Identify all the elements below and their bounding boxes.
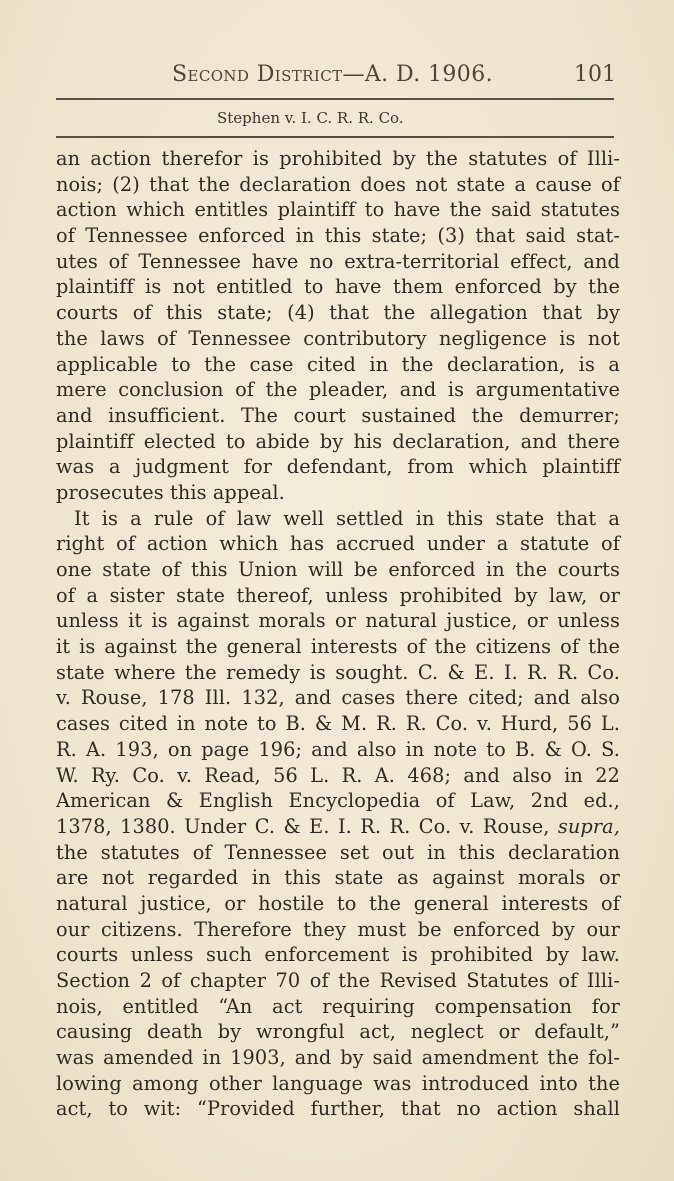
text-line: it is against the general interests of the citizens of the bbox=[56, 635, 620, 659]
case-title: Stephen v. I. C. R. R. Co. bbox=[217, 109, 404, 127]
text-line: state where the remedy is sought. C. & E. I. R. R. Co. bbox=[56, 660, 620, 684]
text-line-with-italic bbox=[56, 814, 620, 840]
text-line: the laws of Tennessee contributory negligence is not bbox=[56, 326, 620, 350]
text-line: It is a rule of law well settled in this state that a bbox=[74, 506, 620, 530]
text-line: plaintiff elected to abide by his declaration, and there bbox=[56, 429, 620, 453]
text-line: of Tennessee enforced in this state; (3) that said stat- bbox=[56, 224, 620, 248]
text-line: R. A. 193, on page 196; and also in note to B. & O. S. bbox=[56, 737, 620, 761]
text-line: courts unless such enforcement is prohibited by law. bbox=[56, 943, 620, 967]
text-line: was a judgment for defendant, from which plaintiff bbox=[56, 455, 620, 479]
text-line: action which entitles plaintiff to have the said statutes bbox=[56, 198, 620, 222]
text-line: prosecutes this appeal. bbox=[56, 480, 285, 504]
text-line: are not regarded in this state as against morals or bbox=[56, 866, 620, 890]
text-line: plaintiff is not entitled to have them enforced by the bbox=[56, 275, 620, 299]
text-line: W. Ry. Co. v. Read, 56 L. R. A. 468; and also in 22 bbox=[56, 763, 620, 787]
header-rule-bottom bbox=[56, 136, 614, 138]
text-line: v. Rouse, 178 Ill. 132, and cases there cited; and also bbox=[56, 686, 620, 710]
text-line: Section 2 of chapter 70 of the Revised Statutes of Illi- bbox=[56, 969, 620, 992]
text-line: and insufficient. The court sustained the demurrer; bbox=[56, 403, 620, 427]
text-line: nois, entitled “An act requiring compensation for bbox=[56, 994, 620, 1018]
text-line: right of action which has accrued under a statute of bbox=[56, 532, 620, 556]
text-line: natural justice, or hostile to the general interests of bbox=[56, 891, 620, 915]
text-line: one state of this Union will be enforced in the courts bbox=[56, 558, 620, 581]
text-line: unless it is against morals or natural justice, or unless bbox=[56, 609, 620, 633]
text-line: courts of this state; (4) that the allegation that by bbox=[56, 301, 620, 325]
text-line: utes of Tennessee have no extra-territorial effect, and bbox=[56, 249, 620, 273]
running-title: Second District—A. D. 1906. bbox=[172, 62, 493, 87]
text-line: mere conclusion of the pleader, and is argumentative bbox=[56, 378, 620, 402]
text-line: American & English Encyclopedia of Law, 2nd ed., bbox=[56, 789, 620, 813]
header-rule-top bbox=[56, 98, 614, 100]
text-line: cases cited in note to B. & M. R. R. Co. v. Hurd, 56 L. bbox=[56, 712, 620, 736]
italic-word: supra, bbox=[557, 814, 620, 838]
text-line-segment: 1378, 1380. Under C. & E. I. R. R. Co. v. Rouse, bbox=[56, 814, 550, 838]
text-line: act, to wit: “Provided further, that no action shall bbox=[56, 1097, 620, 1121]
text-line: the statutes of Tennessee set out in this declaration bbox=[56, 840, 620, 864]
body-text bbox=[56, 146, 620, 1122]
text-line: lowing among other language was introduced into the bbox=[56, 1071, 620, 1095]
text-line: of a sister state thereof, unless prohibited by law, or bbox=[56, 583, 620, 607]
text-line: was amended in 1903, and by said amendment the fol- bbox=[56, 1046, 620, 1070]
running-head bbox=[0, 60, 674, 94]
text-line: nois; (2) that the declaration does not state a cause of bbox=[56, 172, 620, 196]
text-line: applicable to the case cited in the declaration, is a bbox=[56, 352, 620, 376]
page-number: 101 bbox=[574, 62, 616, 87]
text-line: our citizens. Therefore they must be enforced by our bbox=[56, 917, 620, 941]
text-line: an action therefor is prohibited by the statutes of Illi- bbox=[56, 147, 620, 170]
text-line: causing death by wrongful act, neglect or default,” bbox=[56, 1020, 620, 1044]
